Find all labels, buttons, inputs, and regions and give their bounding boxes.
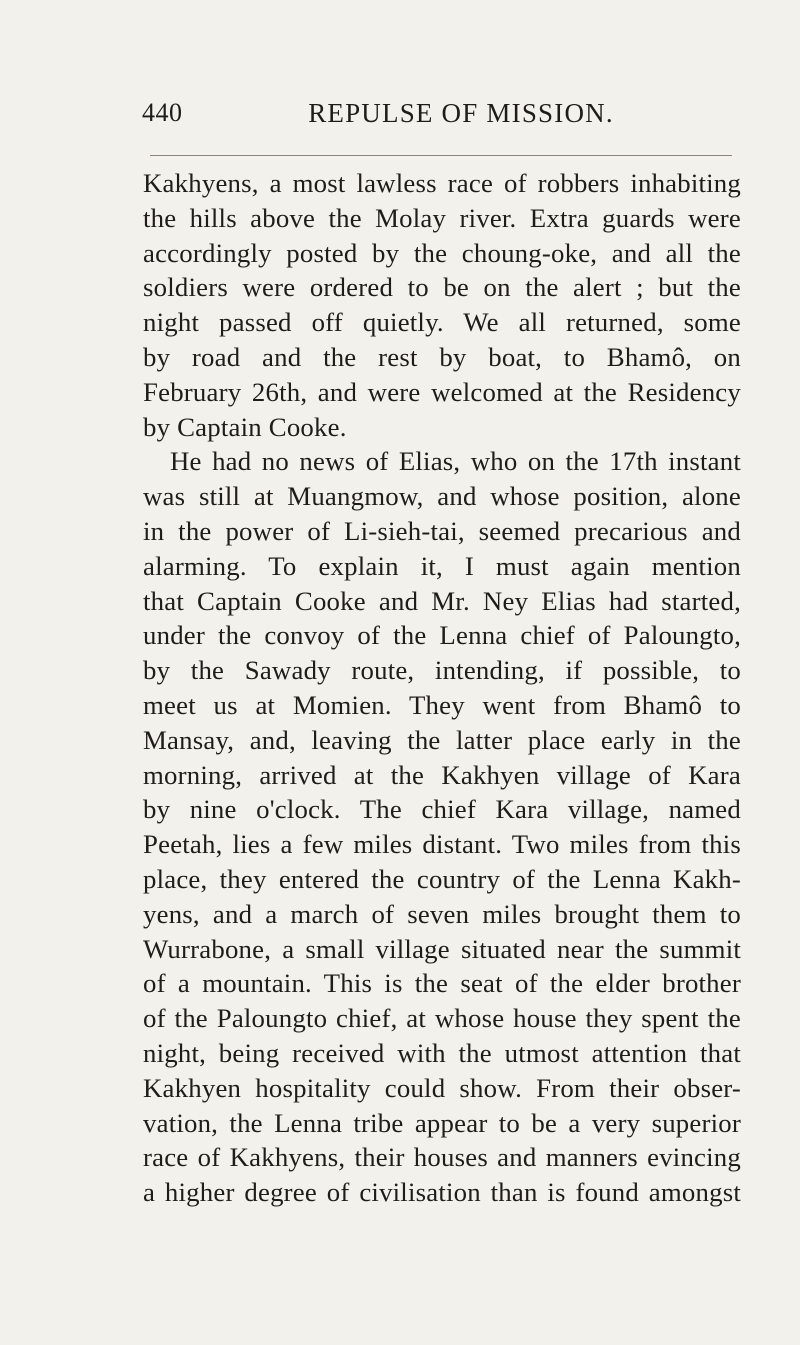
text-line: by the Sawady route, intending, if possible, to xyxy=(143,655,741,686)
text-line: under the convoy of the Lenna chief of Paloungto, xyxy=(143,620,741,651)
text-line: of a mountain. This is the seat of the elder brother xyxy=(143,968,741,999)
text-line: Wurrabone, a small village situated near the summit xyxy=(143,933,741,964)
text-line: He had no news of Elias, who on the 17th instant xyxy=(170,446,741,477)
page-number: 440 xyxy=(142,98,183,127)
text-line: vation, the Lenna tribe appear to be a very superior xyxy=(143,1107,741,1138)
running-title: REPULSE OF MISSION. xyxy=(308,98,614,128)
text-line: soldiers were ordered to be on the alert ; but the xyxy=(143,272,741,303)
text-line: the hills above the Molay river. Extra guards were xyxy=(143,202,741,233)
header-rule xyxy=(150,155,732,156)
text-line: morning, arrived at the Kakhyen village of Kara xyxy=(143,759,741,790)
text-line: yens, and a march of seven miles brought them to xyxy=(143,898,741,929)
text-line: February 26th, and were welcomed at the Residency xyxy=(143,376,741,407)
body-text xyxy=(143,166,741,1210)
text-line: by road and the rest by boat, to Bhamô, on xyxy=(143,341,741,372)
text-line: night passed off quietly. We all returned, some xyxy=(143,307,741,338)
text-line: a higher degree of civilisation than is found amongst xyxy=(143,1177,741,1208)
text-line: race of Kakhyens, their houses and manners evincing xyxy=(143,1142,741,1173)
text-line: alarming. To explain it, I must again mention xyxy=(143,550,741,581)
text-line: of the Paloungto chief, at whose house they spent the xyxy=(143,1003,741,1034)
text-line: meet us at Momien. They went from Bhamô to xyxy=(143,689,741,720)
text-line: in the power of Li-sieh-tai, seemed precarious and xyxy=(143,515,741,546)
text-line: by nine o'clock. The chief Kara village, named xyxy=(143,794,741,825)
text-line: Kakhyen hospitality could show. From their obser- xyxy=(143,1072,741,1103)
text-line: accordingly posted by the choung-oke, and all the xyxy=(143,237,741,268)
text-line: that Captain Cooke and Mr. Ney Elias had started, xyxy=(143,585,741,616)
page-header xyxy=(142,98,738,138)
text-line: was still at Muangmow, and whose position, alone xyxy=(143,481,741,512)
text-line: Mansay, and, leaving the latter place early in the xyxy=(143,724,741,755)
text-line: place, they entered the country of the Lenna Kakh- xyxy=(143,863,741,894)
text-line: night, being received with the utmost attention that xyxy=(143,1037,741,1068)
text-line: Kakhyens, a most lawless race of robbers inhabiting xyxy=(143,168,741,198)
text-line: by Captain Cooke. xyxy=(143,411,347,442)
text-line: Peetah, lies a few miles distant. Two miles from this xyxy=(143,829,741,860)
